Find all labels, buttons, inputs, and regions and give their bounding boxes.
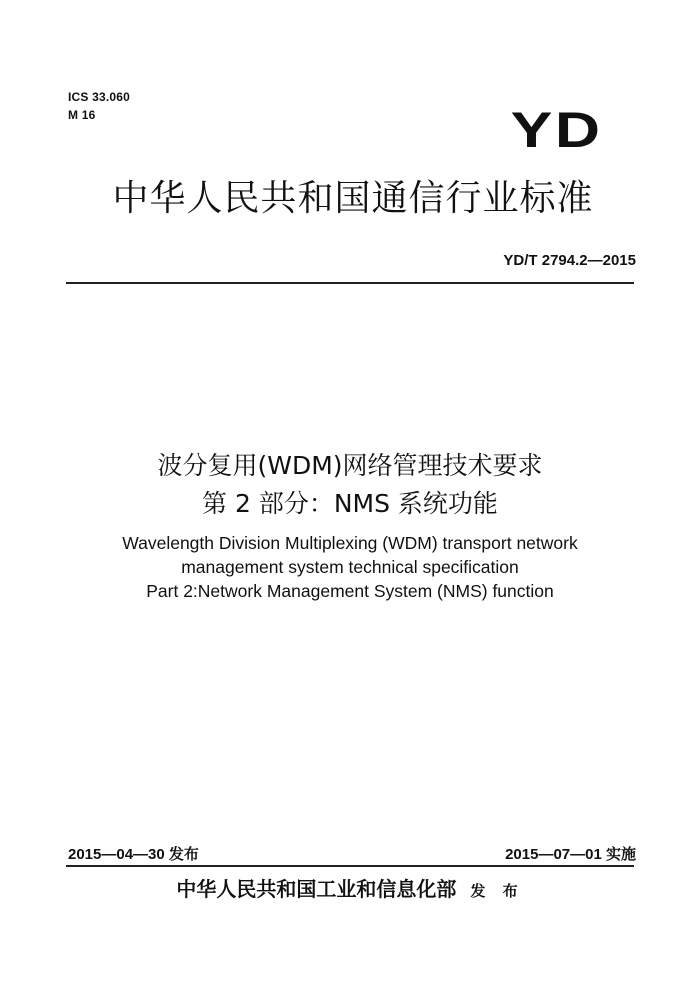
category-code: M 16	[68, 108, 96, 122]
title-en-line-2: management system technical specification	[181, 557, 519, 577]
publisher-name: 中华人民共和国工业和信息化部	[176, 877, 457, 901]
title-en-line-3: Part 2:Network Management System (NMS) function	[146, 581, 554, 601]
yd-logo: YD	[510, 102, 602, 158]
organization-title: 中华人民共和国通信行业标准	[112, 178, 594, 219]
standard-number: YD/T 2794.2—2015	[503, 252, 636, 269]
bottom-divider	[66, 865, 634, 867]
implementation-date: 2015—07—01 实施	[505, 846, 636, 863]
title-cn-line-1: 波分复用(WDM)网络管理技术要求	[157, 451, 543, 480]
publisher-suffix: 发 布	[470, 882, 524, 900]
ics-code: ICS 33.060	[68, 90, 131, 104]
title-cn-line-2: 第 2 部分：NMS 系统功能	[202, 489, 498, 518]
issue-date: 2015—04—30 发布	[68, 846, 199, 863]
top-divider	[66, 282, 634, 284]
publisher-line	[0, 873, 700, 902]
title-en-line-1: Wavelength Division Multiplexing (WDM) transport network	[122, 533, 578, 553]
